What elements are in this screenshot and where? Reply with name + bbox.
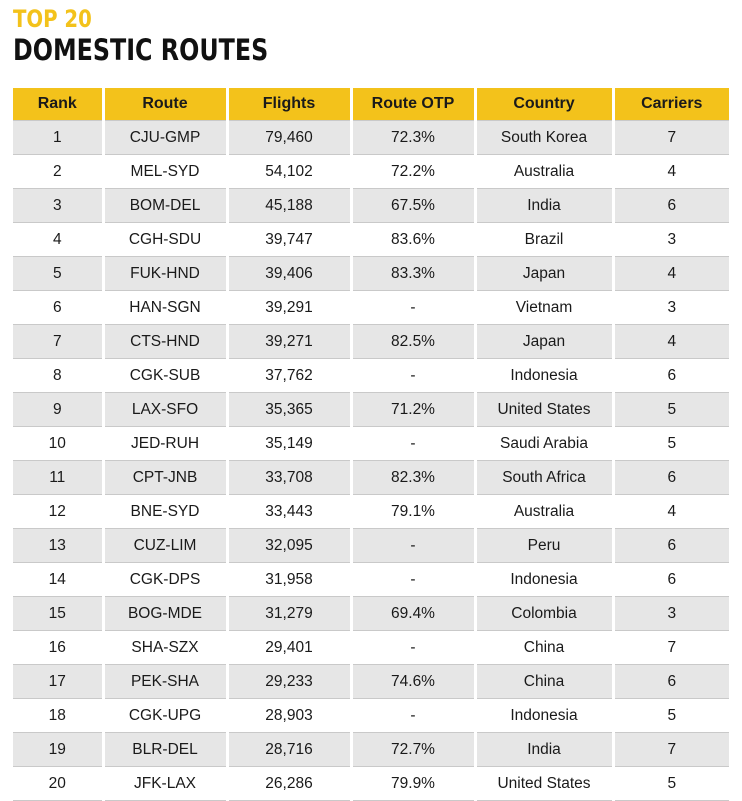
route-cell: CGK-SUB bbox=[103, 359, 227, 393]
route-cell: CTS-HND bbox=[103, 325, 227, 359]
rank-cell: 1 bbox=[13, 121, 103, 155]
country-cell: United States bbox=[475, 393, 613, 427]
route-cell: BOM-DEL bbox=[103, 189, 227, 223]
table-row bbox=[13, 121, 729, 155]
table-row bbox=[13, 223, 729, 257]
country-cell: Australia bbox=[475, 155, 613, 189]
carriers-cell: 3 bbox=[613, 291, 729, 325]
route-cell: FUK-HND bbox=[103, 257, 227, 291]
flights-cell: 29,401 bbox=[227, 631, 351, 665]
carriers-cell: 4 bbox=[613, 155, 729, 189]
carriers-cell: 5 bbox=[613, 767, 729, 801]
table-row bbox=[13, 359, 729, 393]
country-cell: Japan bbox=[475, 325, 613, 359]
rank-cell: 15 bbox=[13, 597, 103, 631]
route-otp-cell: - bbox=[351, 563, 475, 597]
rank-cell: 14 bbox=[13, 563, 103, 597]
table-row bbox=[13, 563, 729, 597]
table-row bbox=[13, 699, 729, 733]
route-otp-cell: 79.1% bbox=[351, 495, 475, 529]
column-header-country: Country bbox=[475, 88, 613, 121]
country-cell: India bbox=[475, 189, 613, 223]
country-cell: Saudi Arabia bbox=[475, 427, 613, 461]
table-row bbox=[13, 733, 729, 767]
country-cell: Vietnam bbox=[475, 291, 613, 325]
route-cell: CUZ-LIM bbox=[103, 529, 227, 563]
route-otp-cell: - bbox=[351, 359, 475, 393]
route-cell: CPT-JNB bbox=[103, 461, 227, 495]
table-row bbox=[13, 665, 729, 699]
flights-cell: 35,365 bbox=[227, 393, 351, 427]
table-row bbox=[13, 495, 729, 529]
rank-cell: 8 bbox=[13, 359, 103, 393]
route-otp-cell: 67.5% bbox=[351, 189, 475, 223]
carriers-cell: 6 bbox=[613, 359, 729, 393]
route-cell: JED-RUH bbox=[103, 427, 227, 461]
carriers-cell: 6 bbox=[613, 189, 729, 223]
route-otp-cell: - bbox=[351, 427, 475, 461]
flights-cell: 31,279 bbox=[227, 597, 351, 631]
flights-cell: 45,188 bbox=[227, 189, 351, 223]
flights-cell: 31,958 bbox=[227, 563, 351, 597]
carriers-cell: 7 bbox=[613, 733, 729, 767]
column-header-route-otp: Route OTP bbox=[351, 88, 475, 121]
country-cell: Peru bbox=[475, 529, 613, 563]
flights-cell: 79,460 bbox=[227, 121, 351, 155]
rank-cell: 9 bbox=[13, 393, 103, 427]
flights-cell: 28,716 bbox=[227, 733, 351, 767]
flights-cell: 39,271 bbox=[227, 325, 351, 359]
column-header-flights: Flights bbox=[227, 88, 351, 121]
table-row bbox=[13, 325, 729, 359]
rank-cell: 10 bbox=[13, 427, 103, 461]
route-cell: SHA-SZX bbox=[103, 631, 227, 665]
column-header-rank: Rank bbox=[13, 88, 103, 121]
country-cell: Indonesia bbox=[475, 563, 613, 597]
flights-cell: 37,762 bbox=[227, 359, 351, 393]
country-cell: China bbox=[475, 631, 613, 665]
table-row bbox=[13, 393, 729, 427]
route-cell: BOG-MDE bbox=[103, 597, 227, 631]
rank-cell: 18 bbox=[13, 699, 103, 733]
country-cell: India bbox=[475, 733, 613, 767]
country-cell: Brazil bbox=[475, 223, 613, 257]
carriers-cell: 5 bbox=[613, 699, 729, 733]
rank-cell: 17 bbox=[13, 665, 103, 699]
route-cell: CGK-UPG bbox=[103, 699, 227, 733]
table-row bbox=[13, 461, 729, 495]
route-cell: PEK-SHA bbox=[103, 665, 227, 699]
carriers-cell: 4 bbox=[613, 257, 729, 291]
carriers-cell: 7 bbox=[613, 121, 729, 155]
route-cell: LAX-SFO bbox=[103, 393, 227, 427]
carriers-cell: 3 bbox=[613, 223, 729, 257]
table-row bbox=[13, 155, 729, 189]
route-cell: CJU-GMP bbox=[103, 121, 227, 155]
country-cell: Indonesia bbox=[475, 699, 613, 733]
flights-cell: 39,747 bbox=[227, 223, 351, 257]
rank-cell: 6 bbox=[13, 291, 103, 325]
table-row bbox=[13, 427, 729, 461]
country-cell: Japan bbox=[475, 257, 613, 291]
route-cell: BNE-SYD bbox=[103, 495, 227, 529]
rank-cell: 4 bbox=[13, 223, 103, 257]
route-cell: BLR-DEL bbox=[103, 733, 227, 767]
country-cell: United States bbox=[475, 767, 613, 801]
route-otp-cell: 79.9% bbox=[351, 767, 475, 801]
carriers-cell: 5 bbox=[613, 427, 729, 461]
route-otp-cell: 72.7% bbox=[351, 733, 475, 767]
carriers-cell: 3 bbox=[613, 597, 729, 631]
carriers-cell: 5 bbox=[613, 393, 729, 427]
rank-cell: 5 bbox=[13, 257, 103, 291]
route-otp-cell: 72.2% bbox=[351, 155, 475, 189]
country-cell: China bbox=[475, 665, 613, 699]
flights-cell: 29,233 bbox=[227, 665, 351, 699]
route-otp-cell: 71.2% bbox=[351, 393, 475, 427]
rank-cell: 11 bbox=[13, 461, 103, 495]
route-otp-cell: 82.5% bbox=[351, 325, 475, 359]
rank-cell: 3 bbox=[13, 189, 103, 223]
flights-cell: 26,286 bbox=[227, 767, 351, 801]
carriers-cell: 7 bbox=[613, 631, 729, 665]
country-cell: Australia bbox=[475, 495, 613, 529]
flights-cell: 33,708 bbox=[227, 461, 351, 495]
country-cell: South Africa bbox=[475, 461, 613, 495]
flights-cell: 39,406 bbox=[227, 257, 351, 291]
table-row bbox=[13, 631, 729, 665]
rank-cell: 7 bbox=[13, 325, 103, 359]
route-cell: HAN-SGN bbox=[103, 291, 227, 325]
rank-cell: 16 bbox=[13, 631, 103, 665]
table-row bbox=[13, 529, 729, 563]
flights-cell: 32,095 bbox=[227, 529, 351, 563]
rank-cell: 12 bbox=[13, 495, 103, 529]
route-otp-cell: 82.3% bbox=[351, 461, 475, 495]
flights-cell: 39,291 bbox=[227, 291, 351, 325]
rank-cell: 2 bbox=[13, 155, 103, 189]
column-header-route: Route bbox=[103, 88, 227, 121]
flights-cell: 54,102 bbox=[227, 155, 351, 189]
route-otp-cell: 69.4% bbox=[351, 597, 475, 631]
carriers-cell: 6 bbox=[613, 563, 729, 597]
column-header-carriers: Carriers bbox=[613, 88, 729, 121]
table-row bbox=[13, 189, 729, 223]
route-otp-cell: 74.6% bbox=[351, 665, 475, 699]
route-otp-cell: 83.6% bbox=[351, 223, 475, 257]
table-row bbox=[13, 257, 729, 291]
flights-cell: 33,443 bbox=[227, 495, 351, 529]
carriers-cell: 4 bbox=[613, 325, 729, 359]
rank-cell: 13 bbox=[13, 529, 103, 563]
rank-cell: 20 bbox=[13, 767, 103, 801]
rank-cell: 19 bbox=[13, 733, 103, 767]
carriers-cell: 6 bbox=[613, 529, 729, 563]
flights-cell: 35,149 bbox=[227, 427, 351, 461]
carriers-cell: 6 bbox=[613, 665, 729, 699]
country-cell: South Korea bbox=[475, 121, 613, 155]
route-otp-cell: 83.3% bbox=[351, 257, 475, 291]
table-row bbox=[13, 597, 729, 631]
route-cell: CGH-SDU bbox=[103, 223, 227, 257]
route-cell: MEL-SYD bbox=[103, 155, 227, 189]
route-otp-cell: - bbox=[351, 291, 475, 325]
route-otp-cell: 72.3% bbox=[351, 121, 475, 155]
table-row bbox=[13, 767, 729, 801]
page-heading bbox=[13, 4, 324, 67]
routes-table bbox=[13, 88, 729, 801]
flights-cell: 28,903 bbox=[227, 699, 351, 733]
route-otp-cell: - bbox=[351, 529, 475, 563]
route-cell: JFK-LAX bbox=[103, 767, 227, 801]
country-cell: Colombia bbox=[475, 597, 613, 631]
route-cell: CGK-DPS bbox=[103, 563, 227, 597]
table-row bbox=[13, 291, 729, 325]
route-otp-cell: - bbox=[351, 699, 475, 733]
route-otp-cell: - bbox=[351, 631, 475, 665]
table-header-row bbox=[13, 88, 729, 121]
heading-top-20: TOP 20 bbox=[13, 5, 92, 33]
carriers-cell: 4 bbox=[613, 495, 729, 529]
country-cell: Indonesia bbox=[475, 359, 613, 393]
carriers-cell: 6 bbox=[613, 461, 729, 495]
heading-domestic-routes: DOMESTIC ROUTES bbox=[13, 33, 269, 67]
